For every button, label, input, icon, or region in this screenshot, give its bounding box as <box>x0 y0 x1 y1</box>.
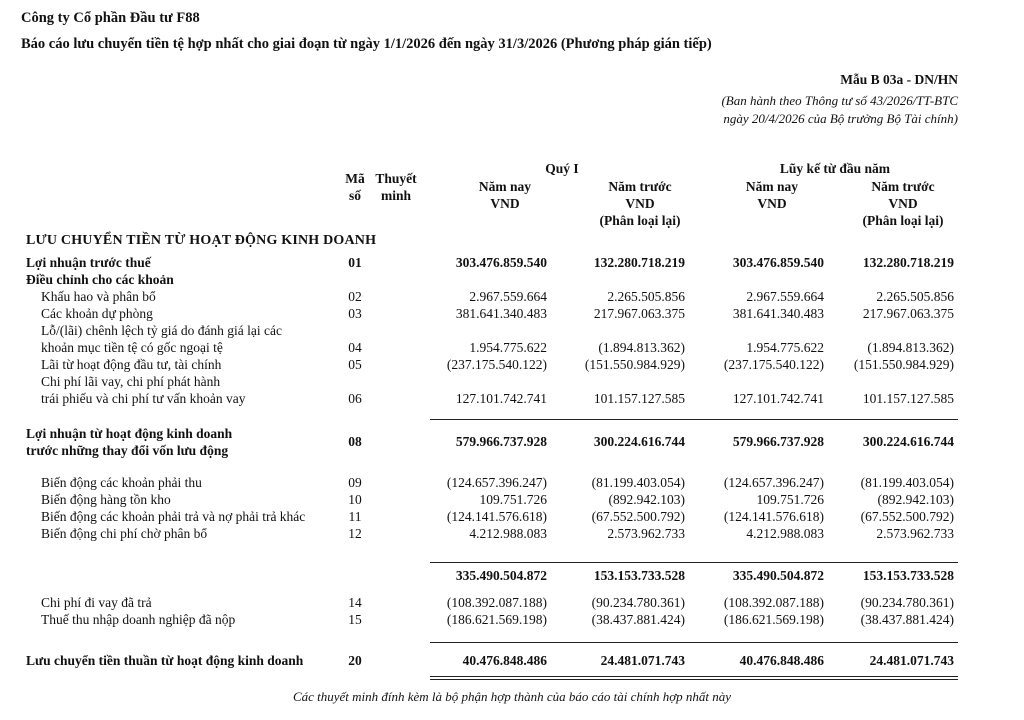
row-ytd-current: 335.490.504.872 <box>732 568 824 583</box>
row-label: Biến động hàng tồn kho <box>41 492 171 507</box>
row-code: 01 <box>348 255 362 270</box>
row-ytd-previous: (151.550.984.929) <box>853 357 954 372</box>
row-label: trái phiếu và chi phí tư vấn khoản vay <box>41 391 246 406</box>
row-05 <box>0 356 1024 374</box>
row-ytd-current: 109.751.726 <box>756 492 824 507</box>
row-label: Điều chỉnh cho các khoản <box>26 272 174 287</box>
header-ytd: Lũy kế từ đầu năm <box>779 161 891 176</box>
header-ytd-current <box>722 178 822 212</box>
row-03 <box>0 305 1024 323</box>
row-label: Lợi nhuận từ hoạt động kinh doanh <box>26 426 233 441</box>
row-code: 11 <box>348 509 362 524</box>
row-ytd-current: 381.641.340.483 <box>732 306 824 321</box>
header-q-previous <box>585 178 695 229</box>
row-q-current: (108.392.087.188) <box>446 595 547 610</box>
total-rule-bottom-1 <box>430 676 958 677</box>
header-code <box>340 170 370 204</box>
row-subtotal <box>0 567 1024 585</box>
row-code: 03 <box>348 306 362 321</box>
header-quarter: Quý I <box>545 161 579 176</box>
row-label: Lãi từ hoạt động đầu tư, tài chính <box>41 357 222 372</box>
row-q-previous: 132.280.718.219 <box>593 255 685 270</box>
header-q-previous-year: Năm trước <box>608 179 672 194</box>
header-ytd-current-year: Năm nay <box>745 179 799 194</box>
row-q-current: 579.966.737.928 <box>455 434 547 449</box>
row-ytd-previous: (67.552.500.792) <box>860 509 954 524</box>
row-ytd-current: 127.101.742.741 <box>732 391 824 406</box>
row-ytd-previous: 2.265.505.856 <box>876 289 954 304</box>
row-04 <box>0 339 1024 357</box>
footer-note: Các thuyết minh đính kèm là bộ phận hợp thành của báo cáo tài chính hợp nhất này <box>292 689 732 704</box>
subtotal-rule-2 <box>430 562 958 563</box>
subtotal-rule-1 <box>430 419 958 420</box>
row-12 <box>0 525 1024 543</box>
issued-note-line2: ngày 20/4/2026 của Bộ trưởng Bộ Tài chính) <box>723 111 958 126</box>
row-02 <box>0 288 1024 306</box>
row-label: khoản mục tiền tệ có gốc ngoại tệ <box>41 340 223 355</box>
header-code-line2: số <box>348 188 361 203</box>
row-q-current: (186.621.569.198) <box>446 612 547 627</box>
row-label: Lưu chuyển tiền thuần từ hoạt động kinh doanh <box>26 653 304 668</box>
header-ytd-previous-year: Năm trước <box>871 179 935 194</box>
row-ytd-previous: 217.967.063.375 <box>862 306 954 321</box>
row-adjustments-heading <box>0 271 1024 289</box>
row-ytd-previous: (38.437.881.424) <box>860 612 954 627</box>
row-code: 20 <box>348 653 362 668</box>
row-q-current: 2.967.559.664 <box>469 289 547 304</box>
header-q-current-unit: VND <box>490 196 520 211</box>
row-q-current: 40.476.848.486 <box>462 653 547 668</box>
row-label: Lỗ/(lãi) chênh lệch tỷ giá do đánh giá lại các <box>41 323 283 338</box>
row-label: Chi phí lãi vay, chi phí phát hành <box>41 374 221 389</box>
row-04-line1 <box>0 322 1024 340</box>
header-ytd-current-unit: VND <box>757 196 787 211</box>
row-code: 12 <box>348 526 362 541</box>
row-q-current: 303.476.859.540 <box>455 255 547 270</box>
row-label: Các khoản dự phòng <box>41 306 153 321</box>
row-label: Biến động các khoản phải trả và nợ phải trả khác <box>41 509 306 524</box>
section-title: LƯU CHUYỂN TIỀN TỪ HOẠT ĐỘNG KINH DOANH <box>26 233 377 248</box>
row-label: Chi phí đi vay đã trả <box>41 595 152 610</box>
row-ytd-previous: (81.199.403.054) <box>860 475 954 490</box>
row-label: Biến động các khoản phải thu <box>41 475 202 490</box>
row-ytd-previous: 24.481.071.743 <box>869 653 954 668</box>
row-code: 05 <box>348 357 362 372</box>
row-q-current: 381.641.340.483 <box>455 306 547 321</box>
row-q-previous: (90.234.780.361) <box>591 595 685 610</box>
row-ytd-current: (186.621.569.198) <box>723 612 824 627</box>
header-code-line1: Mã <box>345 171 365 186</box>
row-ytd-current: 4.212.988.083 <box>746 526 824 541</box>
row-q-current: 335.490.504.872 <box>455 568 547 583</box>
row-ytd-current: 303.476.859.540 <box>732 255 824 270</box>
row-ytd-previous: (1.894.813.362) <box>867 340 954 355</box>
row-ytd-current: 579.966.737.928 <box>732 434 824 449</box>
row-q-previous: 217.967.063.375 <box>593 306 685 321</box>
header-q-current-year: Năm nay <box>478 179 532 194</box>
row-ytd-previous: (892.942.103) <box>877 492 954 507</box>
row-06 <box>0 390 1024 408</box>
row-ytd-current: 40.476.848.486 <box>739 653 824 668</box>
row-q-previous: 24.481.071.743 <box>600 653 685 668</box>
row-15 <box>0 611 1024 629</box>
row-label: Khấu hao và phân bổ <box>41 289 156 304</box>
row-q-previous: (81.199.403.054) <box>591 475 685 490</box>
row-ytd-previous: 153.153.733.528 <box>862 568 954 583</box>
row-q-previous: (67.552.500.792) <box>591 509 685 524</box>
row-ytd-previous: 2.573.962.733 <box>876 526 954 541</box>
issued-note-line1: (Ban hành theo Thông tư số 43/2026/TT-BTC <box>721 93 958 108</box>
row-ytd-previous: (90.234.780.361) <box>860 595 954 610</box>
row-06-line1 <box>0 373 1024 391</box>
header-ytd-previous-unit: VND <box>888 196 918 211</box>
row-q-previous: (151.550.984.929) <box>584 357 685 372</box>
row-q-previous: (1.894.813.362) <box>598 340 685 355</box>
row-code: 15 <box>348 612 362 627</box>
row-q-current: 127.101.742.741 <box>455 391 547 406</box>
row-ytd-current: (124.657.396.247) <box>723 475 824 490</box>
header-ytd-previous <box>848 178 958 229</box>
total-rule-bottom-2 <box>430 679 958 680</box>
row-q-previous: 153.153.733.528 <box>593 568 685 583</box>
report-title: Báo cáo lưu chuyển tiền tệ hợp nhất cho giai đoạn từ ngày 1/1/2026 đến ngày 31/3/2026 (Phương pháp gián tiếp) <box>21 36 712 52</box>
issued-note <box>721 92 958 128</box>
row-11 <box>0 508 1024 526</box>
row-code: 04 <box>348 340 362 355</box>
header-ytd-previous-reclass: (Phân loại lại) <box>862 213 944 228</box>
row-q-current: 109.751.726 <box>479 492 547 507</box>
row-08-line2 <box>0 442 1024 460</box>
row-ytd-previous: 300.224.616.744 <box>862 434 954 449</box>
total-rule-top <box>430 642 958 643</box>
header-note-line1: Thuyết <box>375 171 417 186</box>
row-ytd-current: (124.141.576.618) <box>723 509 824 524</box>
row-q-previous: 2.573.962.733 <box>607 526 685 541</box>
row-14 <box>0 594 1024 612</box>
row-code: 06 <box>348 391 362 406</box>
row-ytd-previous: 101.157.127.585 <box>862 391 954 406</box>
row-label: Biến động chi phí chờ phân bổ <box>41 526 208 541</box>
row-10 <box>0 491 1024 509</box>
row-label: trước những thay đổi vốn lưu động <box>26 443 229 458</box>
row-q-previous: 2.265.505.856 <box>607 289 685 304</box>
header-q-current <box>455 178 555 212</box>
row-ytd-current: 2.967.559.664 <box>746 289 824 304</box>
header-note-line2: minh <box>380 188 411 203</box>
header-q-previous-unit: VND <box>625 196 655 211</box>
header-q-previous-reclass: (Phân loại lại) <box>599 213 681 228</box>
row-ytd-previous: 132.280.718.219 <box>862 255 954 270</box>
row-q-previous: 300.224.616.744 <box>593 434 685 449</box>
row-code: 09 <box>348 475 362 490</box>
row-label: Thuế thu nhập doanh nghiệp đã nộp <box>41 612 236 627</box>
row-q-current: (124.657.396.247) <box>446 475 547 490</box>
row-01 <box>0 254 1024 272</box>
row-q-current: (237.175.540.122) <box>446 357 547 372</box>
row-code: 14 <box>348 595 362 610</box>
row-label: Lợi nhuận trước thuế <box>26 255 151 270</box>
row-code: 02 <box>348 289 362 304</box>
row-q-previous: (38.437.881.424) <box>591 612 685 627</box>
row-ytd-current: 1.954.775.622 <box>746 340 824 355</box>
row-code: 10 <box>348 492 362 507</box>
row-ytd-current: (237.175.540.122) <box>723 357 824 372</box>
company-name: Công ty Cổ phần Đầu tư F88 <box>21 10 200 26</box>
row-09 <box>0 474 1024 492</box>
row-q-previous: (892.942.103) <box>608 492 685 507</box>
row-ytd-current: (108.392.087.188) <box>723 595 824 610</box>
row-q-previous: 101.157.127.585 <box>593 391 685 406</box>
header-note <box>370 170 422 204</box>
row-q-current: 1.954.775.622 <box>469 340 547 355</box>
row-20 <box>0 652 1024 670</box>
row-code: 08 <box>348 434 362 449</box>
row-q-current: (124.141.576.618) <box>446 509 547 524</box>
form-code: Mẫu B 03a - DN/HN <box>840 72 958 87</box>
row-q-current: 4.212.988.083 <box>469 526 547 541</box>
